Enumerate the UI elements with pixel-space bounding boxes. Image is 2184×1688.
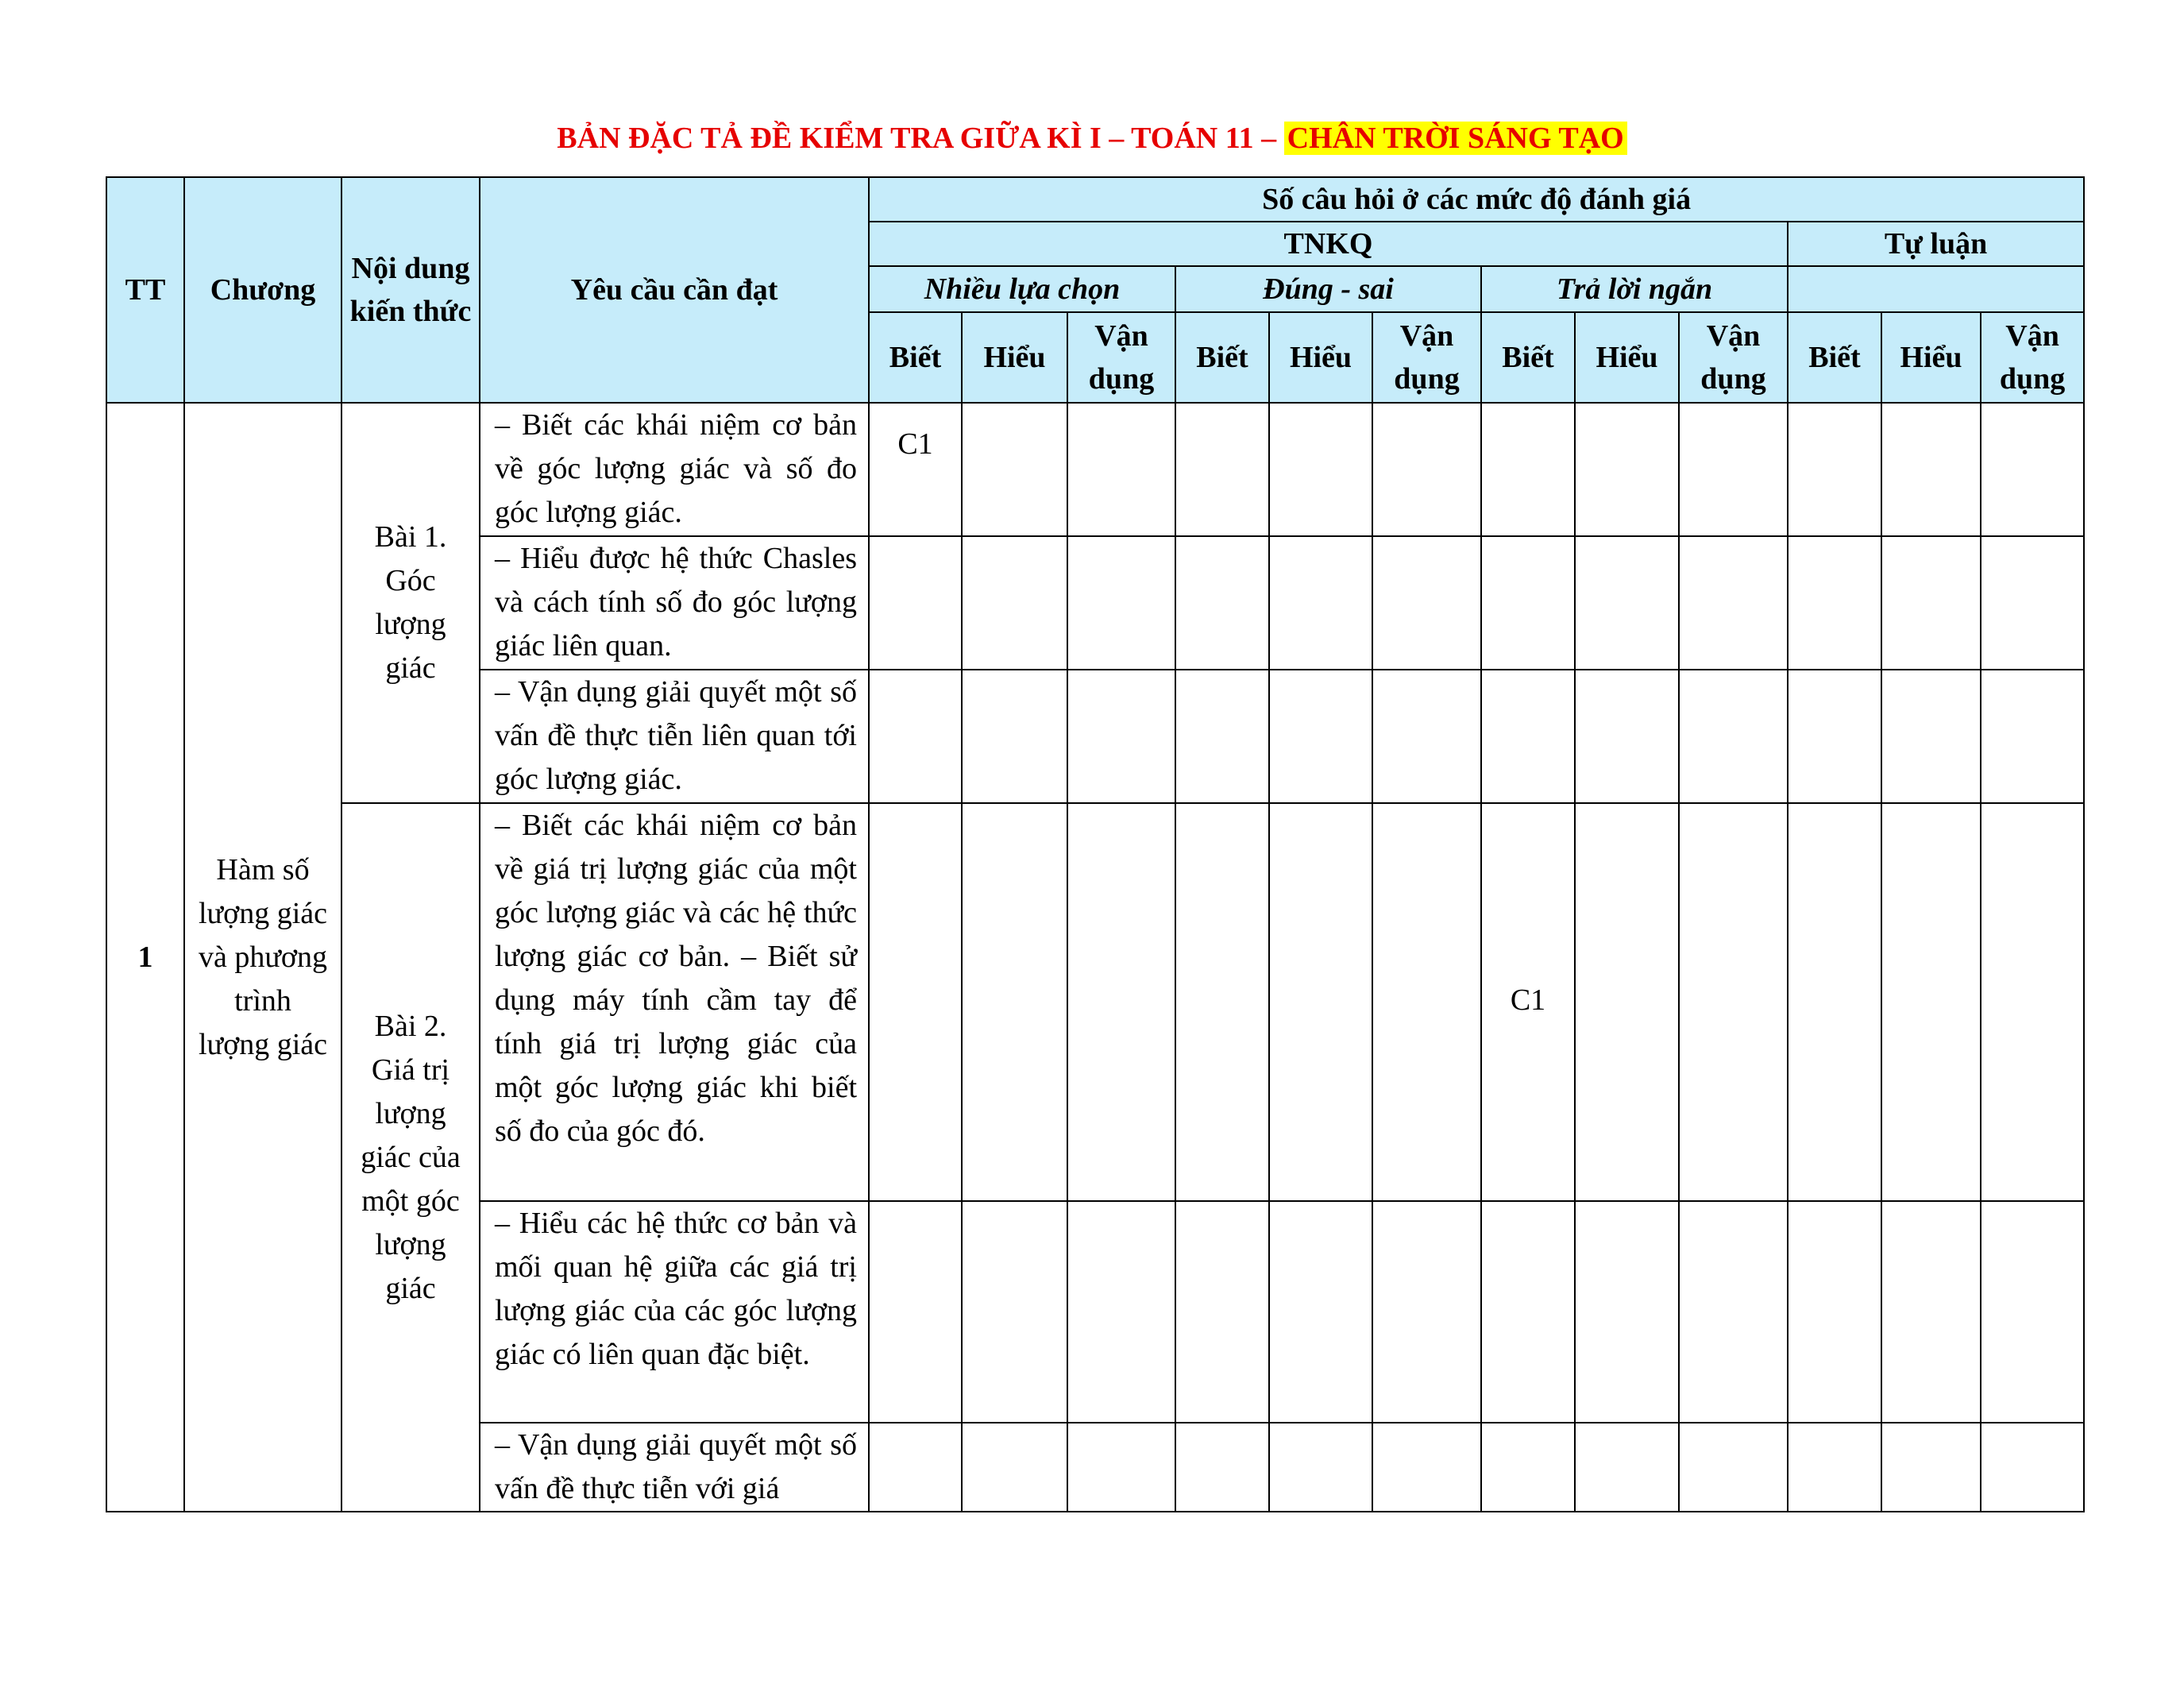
header-tra-loi-ngan: Trả lời ngắn	[1481, 266, 1788, 312]
header-so-cau-hoi: Số câu hỏi ở các mức độ đánh giá	[869, 177, 2084, 222]
requirement-cell: – Hiểu các hệ thức cơ bản và mối quan hệ giữa các giá trị lượng giác của các góc lượng giác có liên quan đặc biệt.	[480, 1201, 869, 1423]
level-header: Vận dụng	[1679, 312, 1788, 403]
requirement-cell: – Vận dụng giải quyết một số vấn đề thực tiễn liên quan tới góc lượng giác.	[480, 670, 869, 803]
level-header: Hiểu	[1881, 312, 1981, 403]
page-title	[0, 116, 2184, 160]
level-header: Biết	[1481, 312, 1575, 403]
level-header: Hiểu	[1575, 312, 1679, 403]
title-highlight: CHÂN TRỜI SÁNG TẠO	[1284, 122, 1627, 155]
header-nhieu-lua-chon: Nhiều lựa chọn	[869, 266, 1175, 312]
level-header: Biết	[1175, 312, 1269, 403]
level-header: Vận dụng	[1981, 312, 2084, 403]
header-tt: TT	[106, 177, 184, 403]
requirement-cell: – Biết các khái niệm cơ bản về giá trị lượng giác của một góc lượng giác và các hệ thức lượng giác cơ bản. – Biết sử dụng máy tính cầm tay để tính giá trị lượng giác của một góc lượng giác khi biết số đo của góc đó.	[480, 803, 869, 1201]
table-row	[106, 403, 2084, 536]
question-cell: C1	[869, 403, 962, 536]
header-tu-luan-sub	[1788, 266, 2084, 312]
level-header: Hiểu	[1269, 312, 1372, 403]
header-chuong: Chương	[184, 177, 341, 403]
header-dung-sai: Đúng - sai	[1175, 266, 1481, 312]
header-noi-dung: Nội dung kiến thức	[341, 177, 480, 403]
title-main: BẢN ĐẶC TẢ ĐỀ KIỂM TRA GIỮA KÌ I – TOÁN 11 –	[557, 122, 1284, 155]
specification-table	[106, 176, 2085, 1512]
requirement-cell: – Vận dụng giải quyết một số vấn đề thực tiễn với giá	[480, 1423, 869, 1512]
header-yeu-cau: Yêu cầu cần đạt	[480, 177, 869, 403]
row-tt: 1	[106, 403, 184, 1512]
level-header: Vận dụng	[1372, 312, 1481, 403]
header-tu-luan: Tự luận	[1788, 222, 2084, 266]
row-topic-bai-1: Bài 1. Góc lượng giác	[341, 403, 480, 803]
level-header: Biết	[1788, 312, 1881, 403]
table-row	[106, 803, 2084, 1201]
question-cell: C1	[1481, 803, 1575, 1201]
level-header: Hiểu	[962, 312, 1067, 403]
level-header: Biết	[869, 312, 962, 403]
requirement-cell: – Hiểu được hệ thức Chasles và cách tính số đo góc lượng giác liên quan.	[480, 536, 869, 670]
row-topic-bai-2: Bài 2. Giá trị lượng giác của một góc lượng giác	[341, 803, 480, 1512]
row-chuong: Hàm số lượng giác và phương trình lượng giác	[184, 403, 341, 1512]
requirement-cell: – Biết các khái niệm cơ bản về góc lượng giác và số đo góc lượng giác.	[480, 403, 869, 536]
level-header: Vận dụng	[1067, 312, 1175, 403]
header-tnkq: TNKQ	[869, 222, 1788, 266]
